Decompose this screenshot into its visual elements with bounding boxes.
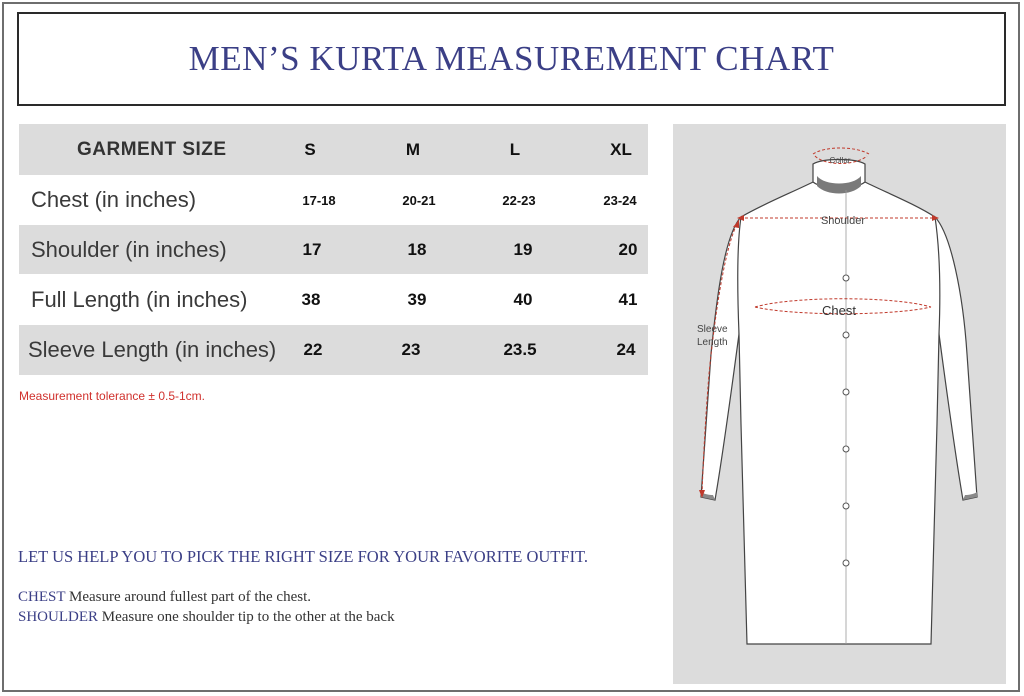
- kurta-body: [738, 182, 940, 644]
- sleeve-label-line1: Sleeve: [697, 324, 728, 335]
- size-header-xl: XL: [610, 139, 632, 159]
- tolerance-note: Measurement tolerance ± 0.5-1cm.: [19, 389, 205, 403]
- left-sleeve: [701, 217, 741, 500]
- button: [843, 275, 849, 281]
- table-row-shoulder: [19, 225, 648, 274]
- shoulder-m: 18: [407, 239, 427, 259]
- definition-shoulder: [18, 609, 395, 626]
- row-label-chest: Chest (in inches): [31, 187, 197, 212]
- size-header-s: S: [304, 139, 316, 159]
- chest-s: 17-18: [302, 192, 336, 208]
- chest-xl: 23-24: [603, 192, 637, 208]
- table-header-row: [19, 124, 648, 175]
- button: [843, 560, 849, 566]
- length-xl: 41: [618, 289, 638, 309]
- shoulder-label: Shoulder: [820, 215, 866, 227]
- button: [843, 332, 849, 338]
- collar-label: Collar: [829, 156, 851, 165]
- kurta-diagram: [673, 124, 1006, 684]
- definition-term-chest: CHEST: [18, 589, 66, 605]
- button: [843, 446, 849, 452]
- collar-measure-line: [813, 148, 869, 154]
- garment-size-header: GARMENT SIZE: [77, 138, 227, 160]
- sleeve-label-line2: Length: [697, 337, 728, 348]
- length-l: 40: [513, 289, 533, 309]
- sleeve-arrow-top: [733, 220, 739, 228]
- sleeve-l: 23.5: [503, 340, 537, 359]
- length-s: 38: [301, 289, 321, 309]
- button: [843, 503, 849, 509]
- page-title: MEN’S KURTA MEASUREMENT CHART: [188, 39, 835, 78]
- sleeve-m: 23: [401, 340, 421, 359]
- kurta-diagram-panel: [673, 124, 1006, 684]
- chest-l: 22-23: [502, 192, 536, 208]
- shoulder-s: 17: [302, 239, 322, 259]
- table-row-chest: [19, 175, 648, 225]
- shoulder-xl: 20: [618, 239, 638, 259]
- row-label-sleeve-length: Sleeve Length (in inches): [28, 337, 277, 362]
- row-label-shoulder: Shoulder (in inches): [31, 236, 227, 262]
- chest-m: 20-21: [402, 192, 436, 208]
- definition-text-shoulder: Measure one shoulder tip to the other at the back: [101, 609, 395, 625]
- row-label-full-length: Full Length (in inches): [31, 286, 248, 312]
- title-box: [17, 12, 1006, 106]
- definition-text-chest: Measure around fullest part of the chest.: [68, 589, 311, 605]
- size-header-m: M: [405, 139, 421, 159]
- table-row-sleeve-length: [19, 325, 648, 375]
- definition-term-shoulder: SHOULDER: [18, 609, 99, 625]
- size-chart-table: [19, 124, 648, 375]
- shoulder-l: 19: [513, 239, 533, 259]
- definition-chest: [18, 589, 311, 606]
- length-m: 39: [407, 289, 427, 309]
- size-header-l: L: [509, 139, 521, 159]
- sleeve-xl: 24: [616, 340, 636, 359]
- right-sleeve: [935, 217, 977, 500]
- button: [843, 389, 849, 395]
- sleeve-s: 22: [303, 340, 323, 359]
- help-heading: LET US HELP YOU TO PICK THE RIGHT SIZE FOR YOUR FAVORITE OUTFIT.: [18, 547, 589, 566]
- table-row-full-length: [19, 274, 648, 325]
- chest-label: Chest: [822, 303, 856, 318]
